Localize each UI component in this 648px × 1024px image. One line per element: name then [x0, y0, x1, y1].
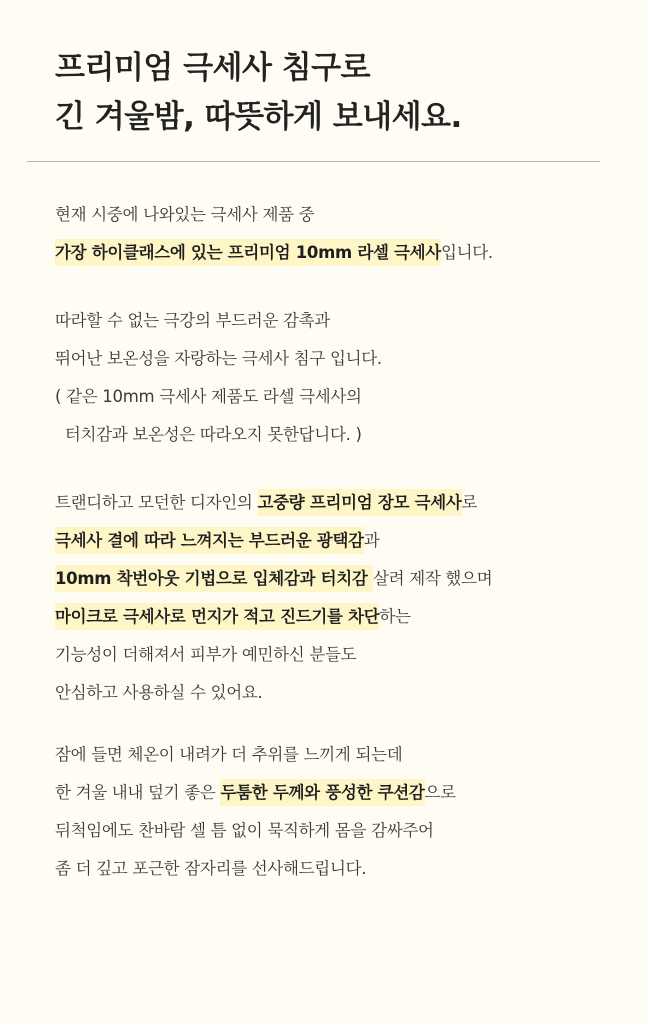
text-segment: 한 겨울 내내 덮기 좋은 — [55, 783, 221, 802]
highlighted-text: 10mm 착번아웃 기법으로 입체감과 터치감 — [55, 565, 373, 592]
paragraph — [55, 196, 493, 272]
text-line — [55, 636, 493, 674]
text-line — [55, 378, 493, 416]
text-line — [55, 598, 493, 636]
text-segment: 하는 — [379, 607, 411, 626]
text-segment: 뒤척임에도 찬바람 셀 틈 없이 묵직하게 몸을 감싸주어 — [55, 821, 434, 840]
paragraph-gap — [55, 272, 493, 302]
highlighted-text: 극세사 결에 따라 느껴지는 부드러운 광택감 — [55, 527, 364, 554]
text-segment: 로 — [461, 493, 478, 512]
text-segment: 안심하고 사용하실 수 있어요. — [55, 683, 263, 702]
text-line — [55, 340, 493, 378]
highlighted-text: 두툼한 두께와 풍성한 쿠션감 — [220, 779, 424, 806]
text-line — [55, 416, 493, 454]
paragraph — [55, 302, 493, 454]
text-segment: 터치감과 보온성은 따라오지 못한답니다. ) — [55, 425, 362, 444]
paragraph-gap — [55, 712, 493, 736]
text-segment: 잠에 들면 체온이 내려가 더 추위를 느끼게 되는데 — [55, 745, 403, 764]
text-segment: 현재 시중에 나와있는 극세사 제품 중 — [55, 205, 315, 224]
text-line — [55, 234, 493, 272]
text-segment: 입니다. — [440, 243, 493, 262]
highlighted-text: 마이크로 극세사로 먼지가 적고 진드기를 차단 — [55, 603, 379, 630]
description-body — [55, 196, 493, 888]
text-segment: 기능성이 더해져서 피부가 예민하신 분들도 — [55, 645, 357, 664]
text-line — [55, 522, 493, 560]
headline-line-2: 긴 겨울밤, 따뜻하게 보내세요. — [55, 99, 462, 135]
text-segment: 트랜디하고 모던한 디자인의 — [55, 493, 258, 512]
text-segment: 으로 — [424, 783, 456, 802]
text-line — [55, 196, 493, 234]
text-line — [55, 560, 493, 598]
highlighted-text: 가장 하이클래스에 있는 프리미엄 10mm 라셀 극세사 — [55, 239, 441, 266]
text-segment: 살려 제작 했으며 — [372, 569, 493, 588]
text-line — [55, 774, 493, 812]
highlighted-text: 고중량 프리미엄 장모 극세사 — [258, 489, 462, 516]
text-segment: 과 — [363, 531, 380, 550]
headline — [55, 44, 462, 142]
text-segment: 뛰어난 보온성을 자랑하는 극세사 침구 입니다. — [55, 349, 382, 368]
text-line — [55, 812, 493, 850]
paragraph — [55, 484, 493, 712]
headline-line-1: 프리미엄 극세사 침구로 — [55, 50, 371, 86]
paragraph — [55, 736, 493, 888]
text-segment: 좀 더 깊고 포근한 잠자리를 선사해드립니다. — [55, 859, 367, 878]
text-line — [55, 484, 493, 522]
text-line — [55, 850, 493, 888]
text-line — [55, 736, 493, 774]
text-line — [55, 674, 493, 712]
text-segment: ( 같은 10mm 극세사 제품도 라셀 극세사의 — [55, 387, 362, 406]
text-segment: 따라할 수 없는 극강의 부드러운 감촉과 — [55, 311, 330, 330]
paragraph-gap — [55, 454, 493, 484]
text-line — [55, 302, 493, 340]
divider — [27, 161, 600, 162]
